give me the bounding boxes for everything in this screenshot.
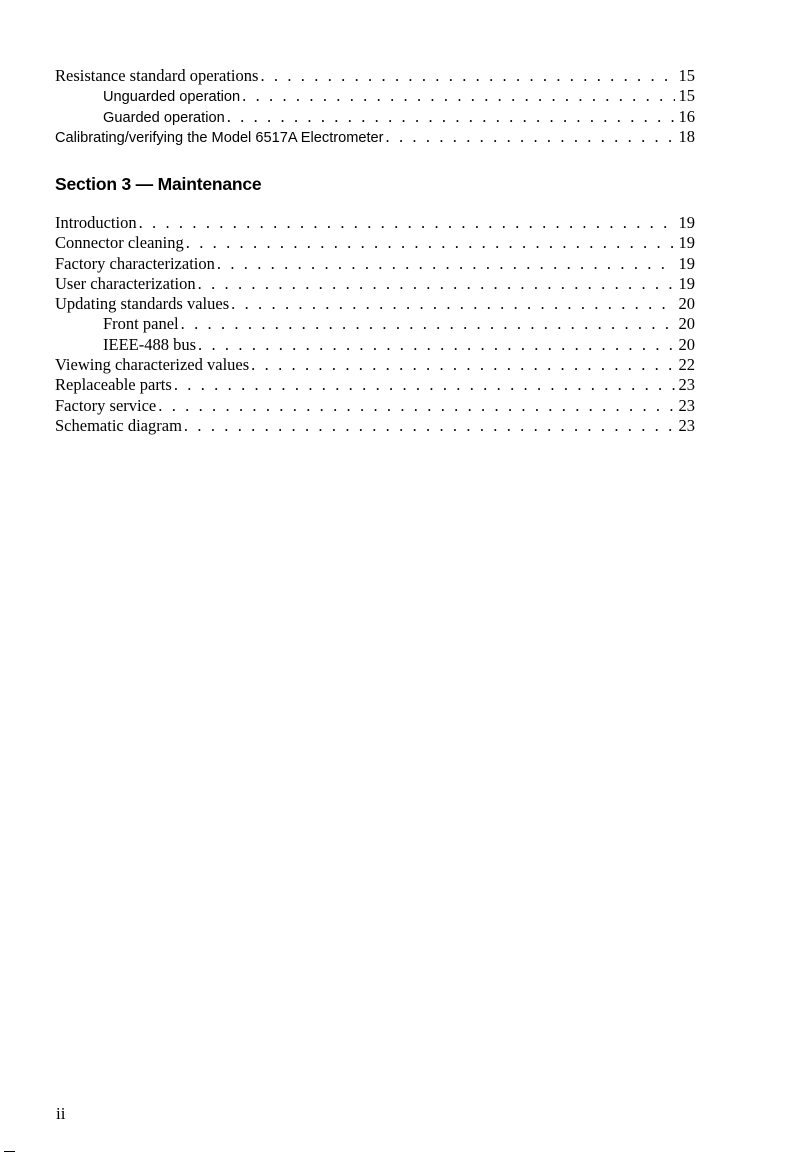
- dot-leader: [386, 127, 675, 147]
- dot-leader: [227, 107, 675, 127]
- dot-leader: [217, 254, 675, 274]
- dot-leader: [242, 86, 675, 106]
- toc-entry-page: 15: [678, 86, 695, 106]
- toc-entry-title: Front panel: [103, 314, 179, 334]
- dot-leader: [174, 375, 675, 395]
- toc-entry-title: Resistance standard operations: [55, 66, 259, 85]
- toc-entry-page: 19: [678, 253, 695, 273]
- dot-leader: [198, 335, 675, 355]
- toc-entry-updating-standards-values[interactable]: [55, 294, 695, 314]
- toc-entry-title: Connector cleaning: [55, 233, 184, 253]
- dot-leader: [184, 416, 675, 436]
- toc-entry-unguarded-operation[interactable]: [55, 86, 695, 106]
- toc-entry-title: Schematic diagram: [55, 415, 182, 435]
- toc-entry-introduction[interactable]: [55, 213, 695, 233]
- toc-entry-title: Calibrating/verifying the Model 6517A Electrometer: [55, 129, 384, 146]
- toc-entry-factory-service[interactable]: [55, 396, 695, 416]
- toc-entry-page: 20: [678, 314, 695, 334]
- toc-entry-page: 15: [678, 66, 695, 85]
- toc-entry-title: Factory characterization: [55, 253, 215, 273]
- toc-entry-front-panel[interactable]: [55, 314, 695, 334]
- page-number: ii: [56, 1104, 66, 1123]
- toc-entry-guarded-operation[interactable]: [55, 107, 695, 127]
- toc-entry-page: 18: [678, 126, 695, 146]
- dot-leader: [231, 294, 675, 314]
- toc-entry-title: Factory service: [55, 395, 157, 415]
- toc-entry-page: 19: [678, 233, 695, 253]
- toc-entry-page: 23: [678, 375, 695, 395]
- toc-entry-title: Updating standards values: [55, 294, 230, 314]
- toc-entry-page: 23: [678, 415, 695, 435]
- toc-entry-user-characterization[interactable]: [55, 274, 695, 294]
- toc-entry-ieee-488-bus[interactable]: [55, 335, 695, 355]
- toc-entry-page: 19: [678, 213, 695, 232]
- toc-entry-connector-cleaning[interactable]: [55, 233, 695, 253]
- toc-entry-resistance-standard-operations[interactable]: [55, 66, 695, 86]
- toc-entry-page: 19: [678, 273, 695, 293]
- toc-entry-page: 22: [678, 355, 695, 375]
- toc-entry-viewing-characterized-values[interactable]: [55, 355, 695, 375]
- toc-entry-page: 23: [678, 395, 695, 415]
- toc-entry-title: User characterization: [55, 273, 196, 293]
- toc-entry-title: Introduction: [55, 213, 137, 232]
- scan-corner-mark: [4, 1151, 15, 1152]
- dot-leader: [251, 355, 675, 375]
- toc-block-section-3: [55, 213, 695, 436]
- toc-entry-schematic-diagram[interactable]: [55, 416, 695, 436]
- toc-block-section-2: [55, 66, 695, 147]
- dot-leader: [139, 213, 675, 233]
- dot-leader: [260, 66, 675, 86]
- toc-entry-title: Replaceable parts: [55, 375, 172, 395]
- dot-leader: [186, 233, 675, 253]
- dot-leader: [158, 396, 675, 416]
- toc-entry-page: 20: [678, 294, 695, 314]
- toc-entry-replaceable-parts[interactable]: [55, 375, 695, 395]
- toc-entry-factory-characterization[interactable]: [55, 254, 695, 274]
- toc-entry-title: IEEE-488 bus: [103, 334, 197, 354]
- toc-entry-title: Unguarded operation: [103, 89, 241, 106]
- toc-entry-page: 16: [678, 106, 695, 126]
- dot-leader: [198, 274, 675, 294]
- toc-entry-title: Viewing characterized values: [55, 355, 250, 375]
- toc-entry-title: Guarded operation: [103, 109, 225, 126]
- dot-leader: [181, 314, 675, 334]
- toc-entry-calibrating-verifying[interactable]: [55, 127, 695, 147]
- section-heading: Section 3 — Maintenance: [55, 174, 262, 194]
- toc-entry-page: 20: [678, 334, 695, 354]
